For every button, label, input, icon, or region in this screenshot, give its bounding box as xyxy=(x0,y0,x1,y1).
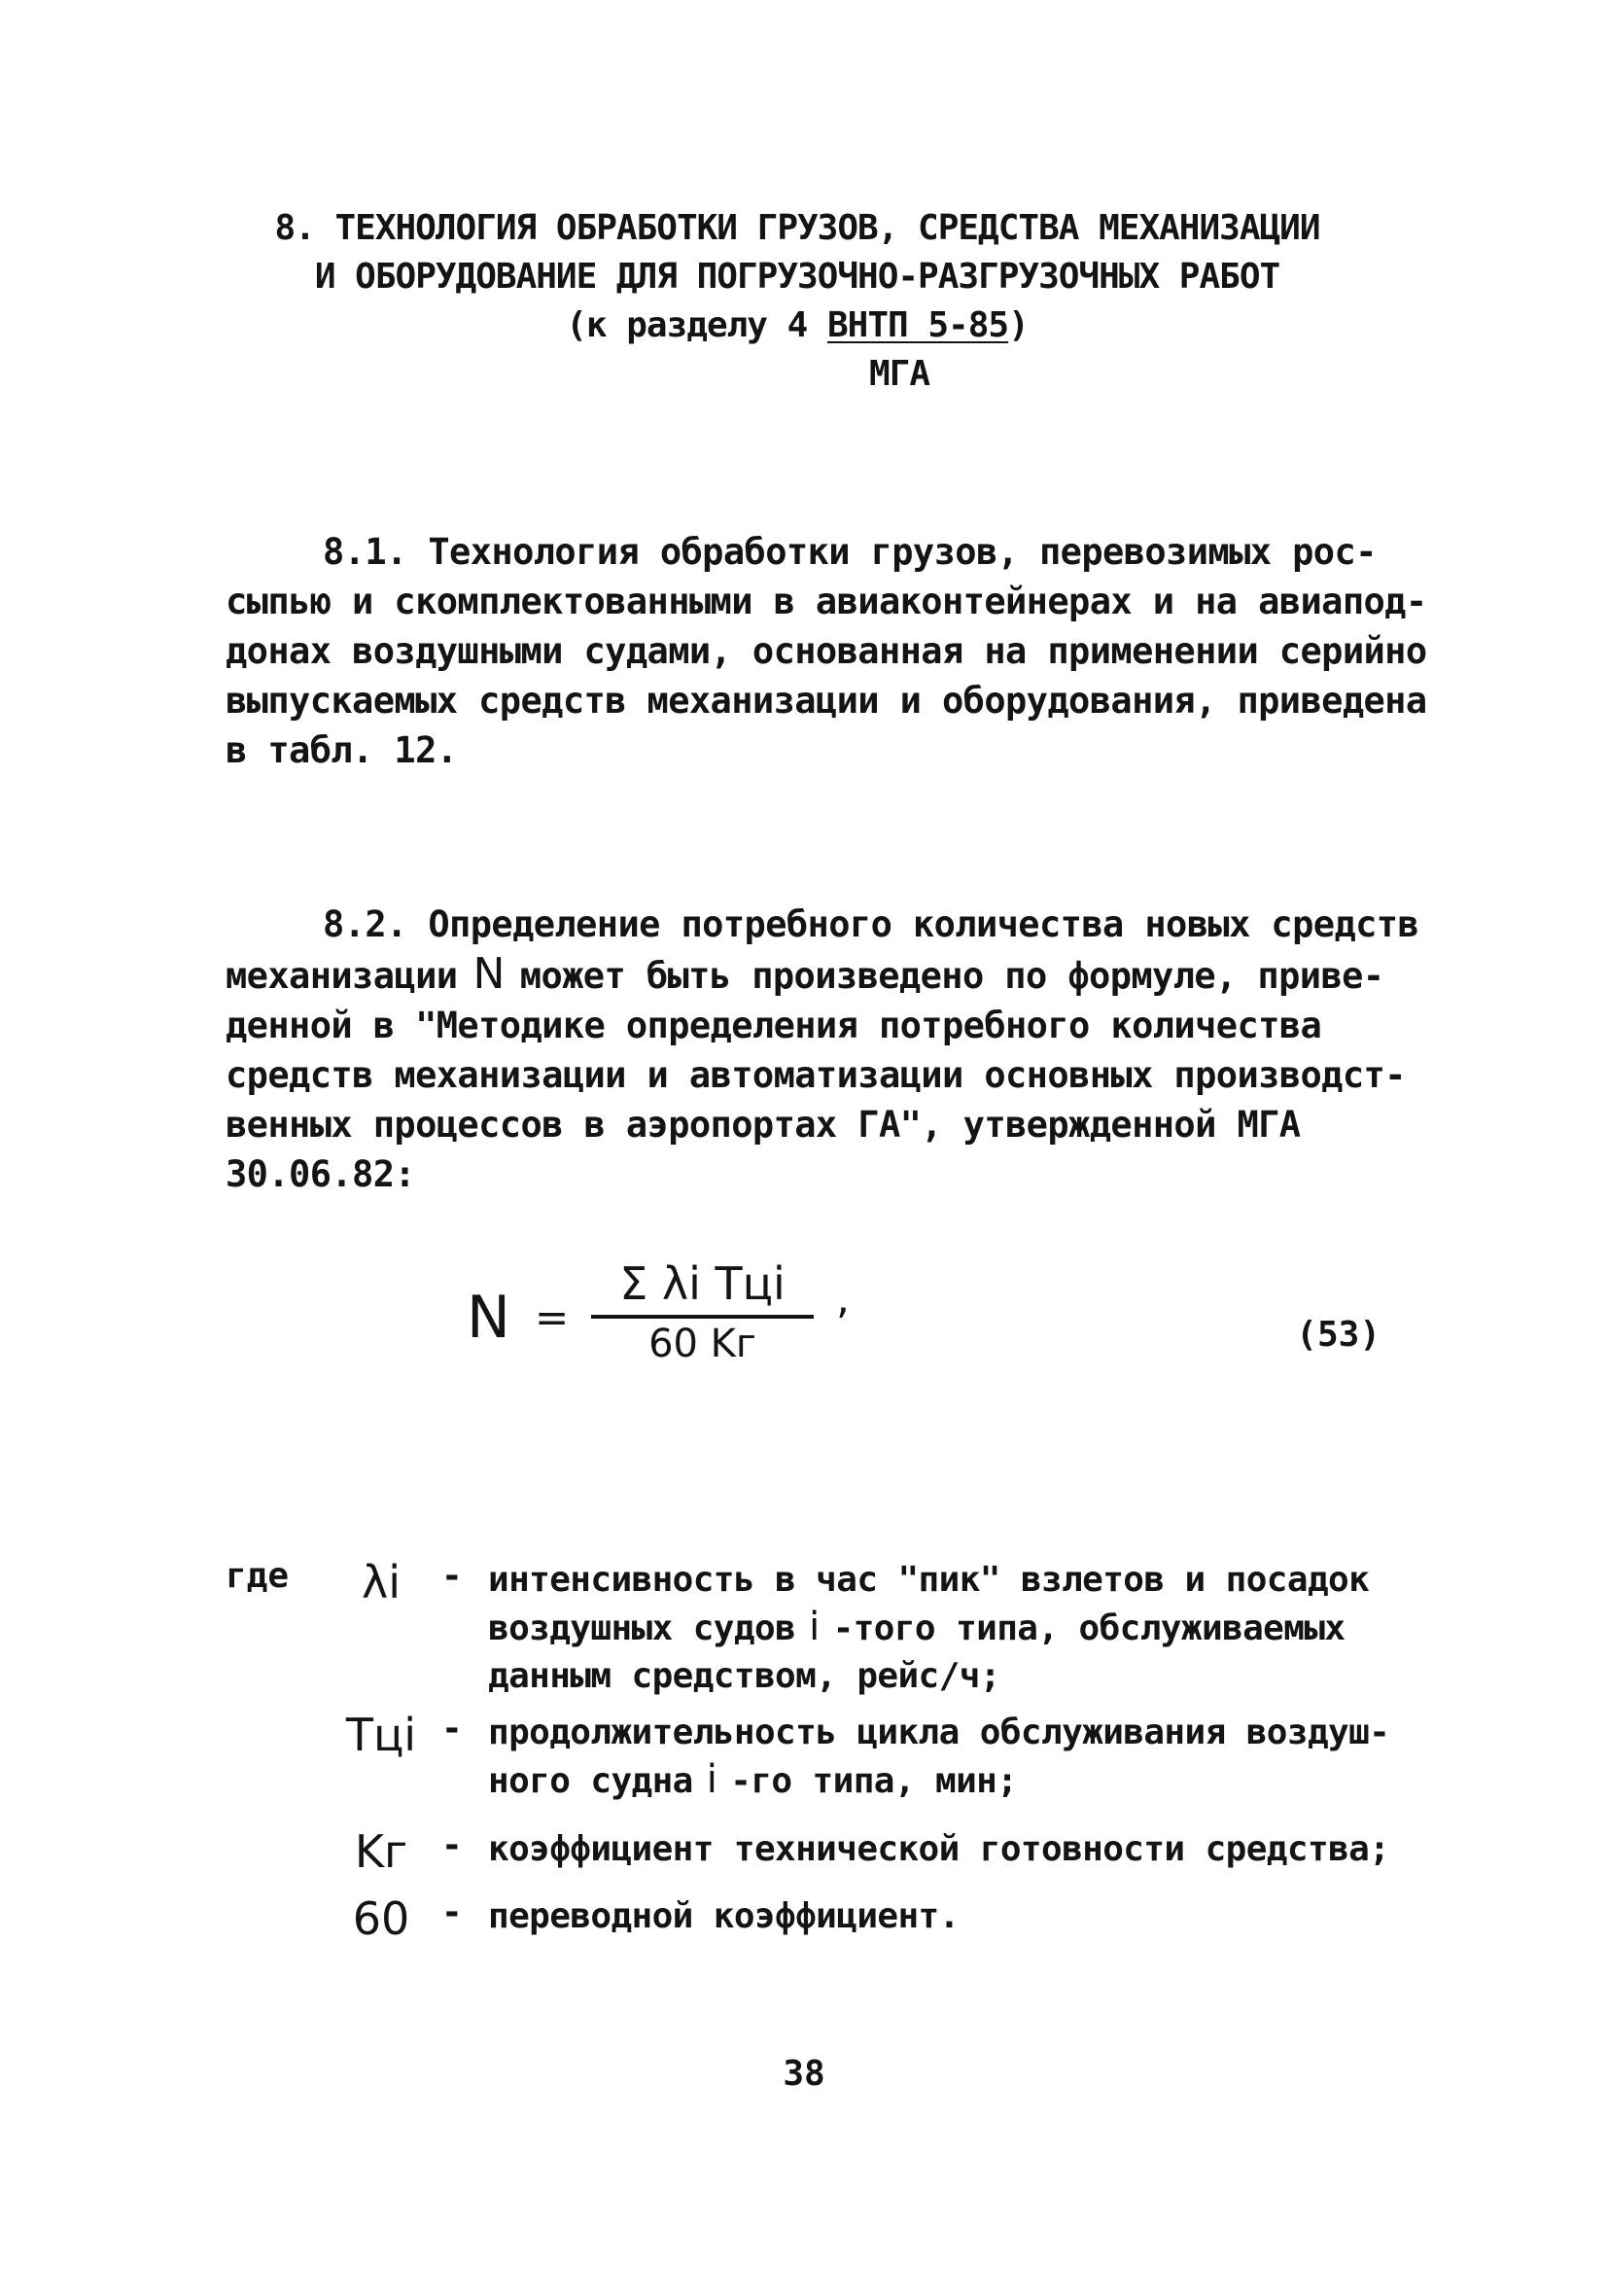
definition-line: данным средством, рейс/ч; xyxy=(488,1656,1000,1696)
formula-fraction xyxy=(583,1254,821,1369)
paragraph-8-2-line: денной в "Методике определения потребного количества xyxy=(226,1005,1322,1046)
heading-line-3 xyxy=(224,301,1371,350)
paragraph-8-2-text: может быть произведено по формуле, приве- xyxy=(519,955,1384,997)
formula-comma: , xyxy=(836,1274,850,1324)
symbol-k-g: Kг xyxy=(354,1825,408,1878)
definition-line xyxy=(488,1756,1392,1805)
definition-line xyxy=(488,1604,1392,1652)
definition-line: продолжительность цикла обслуживания воздуш- xyxy=(488,1713,1390,1752)
definition-text-part: -го типа, мин; xyxy=(730,1761,1018,1801)
symbol-n: N xyxy=(472,949,505,999)
paragraph-8-2-line: средств механизации и автоматизации основных производст- xyxy=(226,1054,1406,1096)
paragraph-8-2 xyxy=(226,900,1419,1199)
heading-line-3-prefix: (к разделу 4 xyxy=(566,305,827,345)
paragraph-8-1-line: донах воздушными судами, основанная на применении серийно xyxy=(226,630,1427,672)
definition-line: переводной коэффициент. xyxy=(488,1896,960,1936)
definition-line: интенсивность в час "пик" взлетов и посадок xyxy=(488,1560,1370,1600)
paragraph-8-1-line: в табл. 12. xyxy=(226,729,458,771)
definition-dash: - xyxy=(441,1825,463,1865)
paragraph-8-2-line: венных процессов в аэропортах ГА", утвержденной МГА xyxy=(226,1104,1301,1146)
definition-text xyxy=(488,1892,1392,1940)
paragraph-8-2-text: механизации xyxy=(226,955,458,997)
definition-dash: - xyxy=(441,1556,463,1596)
definition-text xyxy=(488,1825,1392,1873)
definition-line: коэффициент технической готовности средства; xyxy=(488,1829,1390,1869)
symbol-t-ci: Tцi xyxy=(345,1709,417,1761)
formula-lhs: N xyxy=(467,1284,510,1352)
heading-line-3-suffix: ) xyxy=(1008,305,1029,345)
symbol-lambda-i: λi xyxy=(361,1556,401,1608)
paragraph-8-1-line: сыпью и скомплектованными в авиаконтейнерах и на авиапод- xyxy=(226,581,1427,622)
symbol-i: i xyxy=(809,1605,820,1649)
definition-dash: - xyxy=(441,1709,463,1748)
definition-text xyxy=(488,1556,1392,1700)
formula-denominator: 60 Kг xyxy=(648,1322,756,1366)
definition-text-part: ного судна xyxy=(488,1761,693,1801)
formula-numerator: Σ λi Tцi xyxy=(619,1257,786,1310)
symbol-i: i xyxy=(706,1757,717,1802)
paragraph-8-1-line: выпускаемых средств механизации и оборудования, приведена xyxy=(226,680,1427,722)
equation-number: (53) xyxy=(1296,1315,1381,1355)
paragraph-8-1 xyxy=(226,527,1427,775)
definition-text-part: воздушных судов xyxy=(488,1608,796,1648)
definition-dash: - xyxy=(441,1892,463,1932)
paragraph-8-2-line: 30.06.82: xyxy=(226,1153,416,1195)
heading-line-1: 8. ТЕХНОЛОГИЯ ОБРАБОТКИ ГРУЗОВ, СРЕДСТВА МЕХАНИЗАЦИИ xyxy=(274,208,1320,248)
formula-equals: = xyxy=(535,1293,570,1341)
symbol-60: 60 xyxy=(352,1892,410,1945)
definition-text xyxy=(488,1709,1392,1805)
heading-reference: ВНТП 5-85 xyxy=(827,305,1009,345)
heading-line-4: МГА xyxy=(868,354,930,394)
paragraph-8-1-line: 8.1. Технология обработки грузов, перевозимых рос- xyxy=(323,531,1377,573)
section-heading xyxy=(224,204,1371,399)
where-label: где xyxy=(226,1556,290,1596)
page-number: 38 xyxy=(783,2054,825,2094)
paragraph-8-2-line: 8.2. Определение потребного количества новых средств xyxy=(323,903,1419,945)
paragraph-8-2-line xyxy=(226,949,1382,1001)
formula-53 xyxy=(467,1254,1381,1381)
definition-text-part: -того типа, обслуживаемых xyxy=(832,1608,1346,1648)
heading-line-2: И ОБОРУДОВАНИЕ ДЛЯ ПОГРУЗОЧНО-РАЗГРУЗОЧНЫХ РАБОТ xyxy=(314,257,1280,297)
